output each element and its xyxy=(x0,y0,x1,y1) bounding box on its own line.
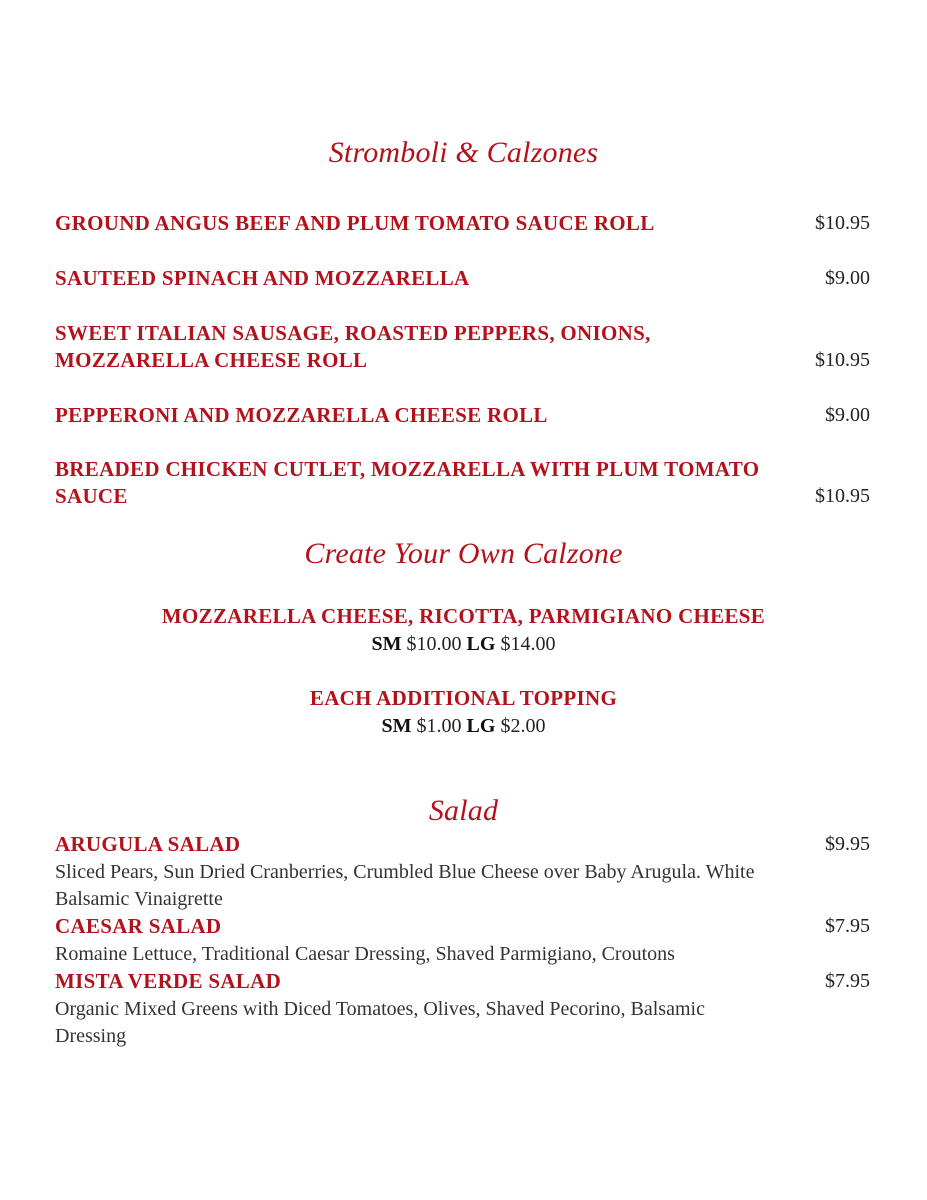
calzone-topping-name: EACH ADDITIONAL TOPPING xyxy=(309,686,618,710)
size-label-lg: LG xyxy=(466,715,496,737)
menu-item-price: $10.95 xyxy=(815,485,870,507)
menu-item-name: SAUTEED SPINACH AND MOZZARELLA xyxy=(55,266,470,290)
salad-item-desc-line2: Dressing xyxy=(55,1025,127,1047)
salad-item-desc-line2: Balsamic Vinaigrette xyxy=(55,888,223,910)
calzone-base-prices xyxy=(0,631,927,657)
menu-item-name: PEPPERONI AND MOZZARELLA CHEESE ROLL xyxy=(55,403,548,427)
salad-item-name: CAESAR SALAD xyxy=(55,914,222,938)
section-title-salad: Salad xyxy=(428,794,499,827)
salad-item-desc-line1: Sliced Pears, Sun Dried Cranberries, Crumbled Blue Cheese over Baby Arugula. White xyxy=(55,861,755,883)
menu-item-price: $9.00 xyxy=(825,267,870,289)
price-sm: $10.00 xyxy=(406,633,462,655)
calzone-topping-prices xyxy=(0,713,927,739)
price-sm: $1.00 xyxy=(416,715,462,737)
salad-item-price: $9.95 xyxy=(825,833,870,855)
size-label-lg: LG xyxy=(466,633,496,655)
section-title-calzone: Create Your Own Calzone xyxy=(304,537,623,570)
price-lg: $14.00 xyxy=(500,633,556,655)
menu-item-name: GROUND ANGUS BEEF AND PLUM TOMATO SAUCE ROLL xyxy=(55,211,655,235)
menu-item-name-line2: SAUCE xyxy=(55,484,128,508)
section-title-stromboli: Stromboli & Calzones xyxy=(328,136,599,169)
menu-item-name-line2: MOZZARELLA CHEESE ROLL xyxy=(55,348,368,372)
size-label-sm: SM xyxy=(381,715,412,737)
price-lg: $2.00 xyxy=(500,715,546,737)
menu-item-price: $10.95 xyxy=(815,212,870,234)
salad-item-desc-line1: Romaine Lettuce, Traditional Caesar Dressing, Shaved Parmigiano, Croutons xyxy=(55,943,675,965)
salad-item-name: MISTA VERDE SALAD xyxy=(55,969,282,993)
salad-item-price: $7.95 xyxy=(825,915,870,937)
salad-item-desc-line1: Organic Mixed Greens with Diced Tomatoes, Olives, Shaved Pecorino, Balsamic xyxy=(55,998,705,1020)
calzone-base-name: MOZZARELLA CHEESE, RICOTTA, PARMIGIANO CHEESE xyxy=(161,604,766,628)
salad-item-price: $7.95 xyxy=(825,970,870,992)
menu-item-price: $10.95 xyxy=(815,349,870,371)
size-label-sm: SM xyxy=(371,633,402,655)
menu-item-price: $9.00 xyxy=(825,404,870,426)
menu-item-name-line1: SWEET ITALIAN SAUSAGE, ROASTED PEPPERS, ONIONS, xyxy=(55,321,651,345)
salad-item-name: ARUGULA SALAD xyxy=(55,832,241,856)
menu-item-name-line1: BREADED CHICKEN CUTLET, MOZZARELLA WITH PLUM TOMATO xyxy=(55,457,760,481)
